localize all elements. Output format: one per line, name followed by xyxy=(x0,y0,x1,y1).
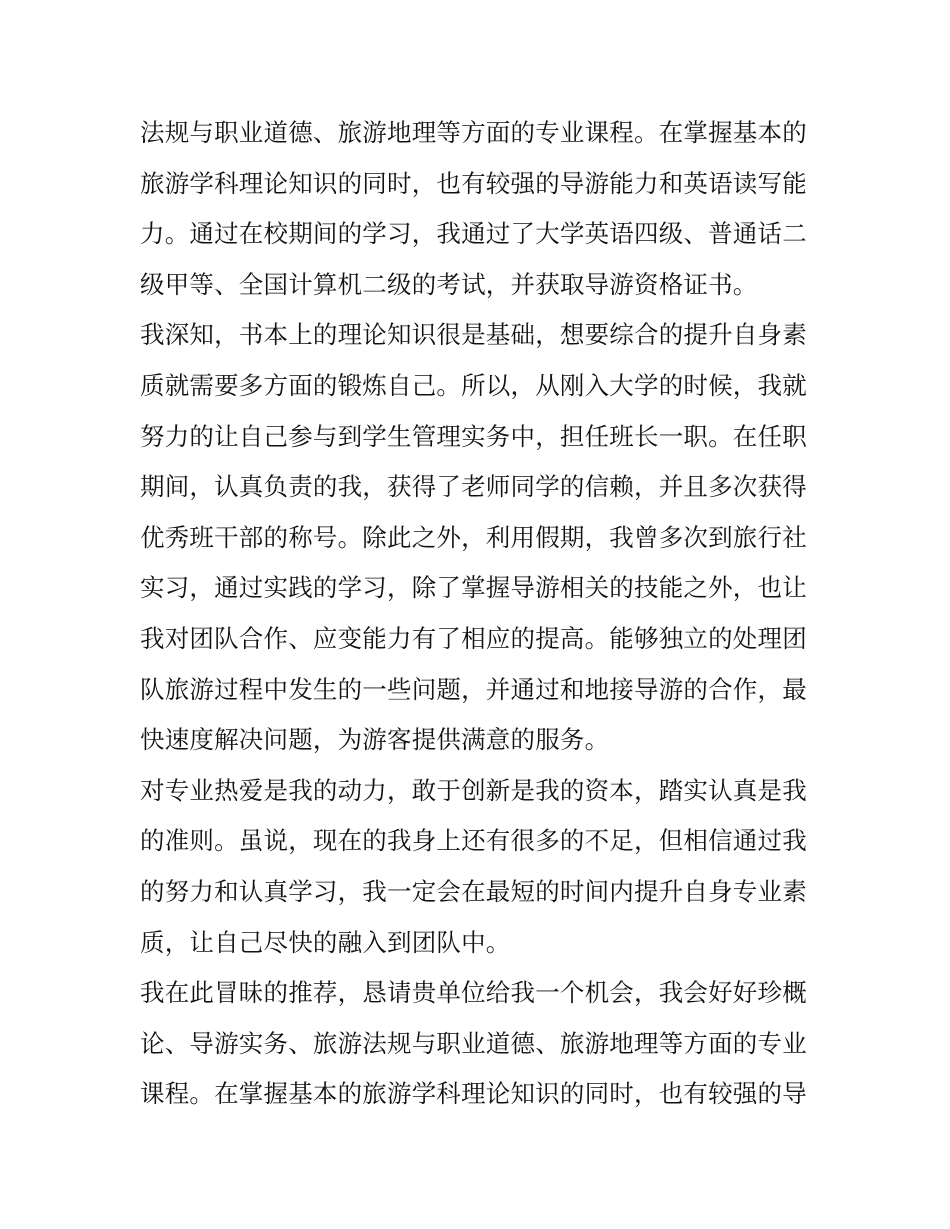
text-line: 努力的让自己参与到学生管理实务中，担任班长一职。在任职 xyxy=(140,421,807,451)
document-body xyxy=(140,108,820,1120)
text-line: 优秀班干部的称号。除此之外，利用假期，我曾多次到旅行社 xyxy=(140,522,807,552)
text-line: 质，让自己尽快的融入到团队中。 xyxy=(140,927,511,957)
text-line: 课程。在掌握基本的旅游学科理论知识的同时，也有较强的导 xyxy=(140,1079,807,1109)
text-line: 我深知，书本上的理论知识很是基础，想要综合的提升自身素 xyxy=(140,320,807,350)
text-line: 力。通过在校期间的学习，我通过了大学英语四级、普通话二 xyxy=(140,219,807,249)
text-line: 对专业热爱是我的动力，敢于创新是我的资本，踏实认真是我 xyxy=(140,775,807,805)
text-line: 快速度解决问题，为游客提供满意的服务。 xyxy=(140,725,610,755)
text-line: 期间，认真负责的我，获得了老师同学的信赖，并且多次获得 xyxy=(140,472,807,502)
text-line: 质就需要多方面的锻炼自己。所以，从刚入大学的时候，我就 xyxy=(140,370,807,400)
text-line: 法规与职业道德、旅游地理等方面的专业课程。在掌握基本的 xyxy=(140,118,807,147)
text-line: 的准则。虽说，现在的我身上还有很多的不足，但相信通过我 xyxy=(140,826,807,856)
text-line: 我对团队合作、应变能力有了相应的提高。能够独立的处理团 xyxy=(140,623,807,653)
text-line: 旅游学科理论知识的同时，也有较强的导游能力和英语读写能 xyxy=(140,168,807,198)
text-line: 队旅游过程中发生的一些问题，并通过和地接导游的合作，最 xyxy=(140,674,807,704)
text-line: 我在此冒昧的推荐，恳请贵单位给我一个机会，我会好好珍概 xyxy=(140,978,807,1008)
text-line: 实习，通过实践的学习，除了掌握导游相关的技能之外，也让 xyxy=(140,573,807,603)
text-line: 级甲等、全国计算机二级的考试，并获取导游资格证书。 xyxy=(140,269,758,299)
text-line: 论、导游实务、旅游法规与职业道德、旅游地理等方面的专业 xyxy=(140,1028,807,1058)
text-line: 的努力和认真学习，我一定会在最短的时间内提升自身专业素 xyxy=(140,876,807,906)
